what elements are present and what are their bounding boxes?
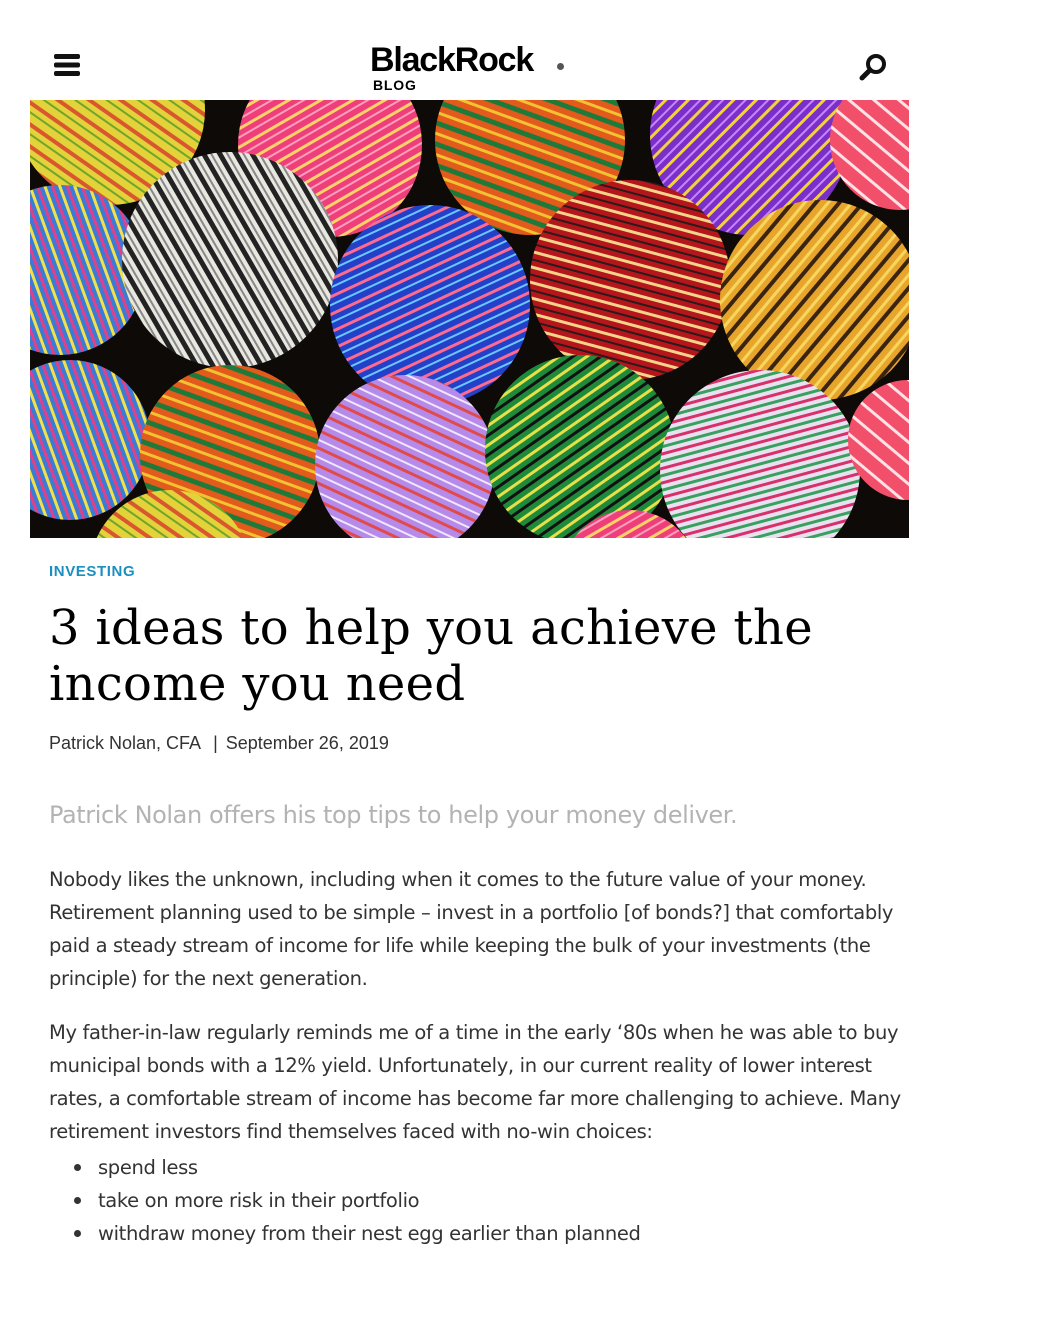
- author-name[interactable]: Patrick Nolan, CFA: [49, 733, 202, 753]
- registered-mark-icon: [557, 63, 564, 70]
- bullet-icon: [74, 1197, 81, 1204]
- byline: [49, 733, 389, 754]
- body-paragraph: Nobody likes the unknown, including when it comes to the future value of your money. Retirement planning used to be simple – invest in a portfolio [of bonds?] that comfortably paid a steady stream of income for life while keeping the bulk of your investments (the principle) for the next generation.: [49, 868, 894, 990]
- bullet-list: [49, 1151, 909, 1250]
- brand-logo[interactable]: [370, 40, 570, 96]
- yarn-balls-illustration: [30, 100, 909, 538]
- list-item-text: withdraw money from their nest egg earlier than planned: [98, 1222, 641, 1245]
- list-item: [49, 1184, 909, 1217]
- brand-name: BlackRock: [370, 41, 534, 79]
- search-icon[interactable]: [858, 52, 888, 82]
- list-item: [49, 1217, 909, 1250]
- list-item: [49, 1151, 909, 1184]
- byline-separator: |: [213, 733, 218, 753]
- bullet-icon: [74, 1230, 81, 1237]
- list-item-text: take on more risk in their portfolio: [98, 1189, 420, 1212]
- body-paragraph: My father-in-law regularly reminds me of a time in the early ‘80s when he was able to buy municipal bonds with a 12% yield. Unfortunately, in our current reality of lower interest rates, a comfortable stream of income has become far more challenging to achieve. Many retirement investors find themselves faced with no-win choices:: [49, 1021, 901, 1143]
- brand-subtitle: BLOG: [373, 77, 417, 93]
- site-header: [0, 0, 1037, 100]
- article-title: 3 ideas to help you achieve the income you need: [49, 600, 813, 712]
- hamburger-menu-icon[interactable]: [53, 53, 81, 77]
- category-link[interactable]: INVESTING: [49, 563, 136, 580]
- hero-image: [30, 100, 909, 538]
- list-item-text: spend less: [98, 1156, 198, 1179]
- publish-date: September 26, 2019: [225, 733, 389, 753]
- bullet-icon: [74, 1164, 81, 1171]
- article-subtitle: Patrick Nolan offers his top tips to help your money deliver.: [49, 801, 738, 829]
